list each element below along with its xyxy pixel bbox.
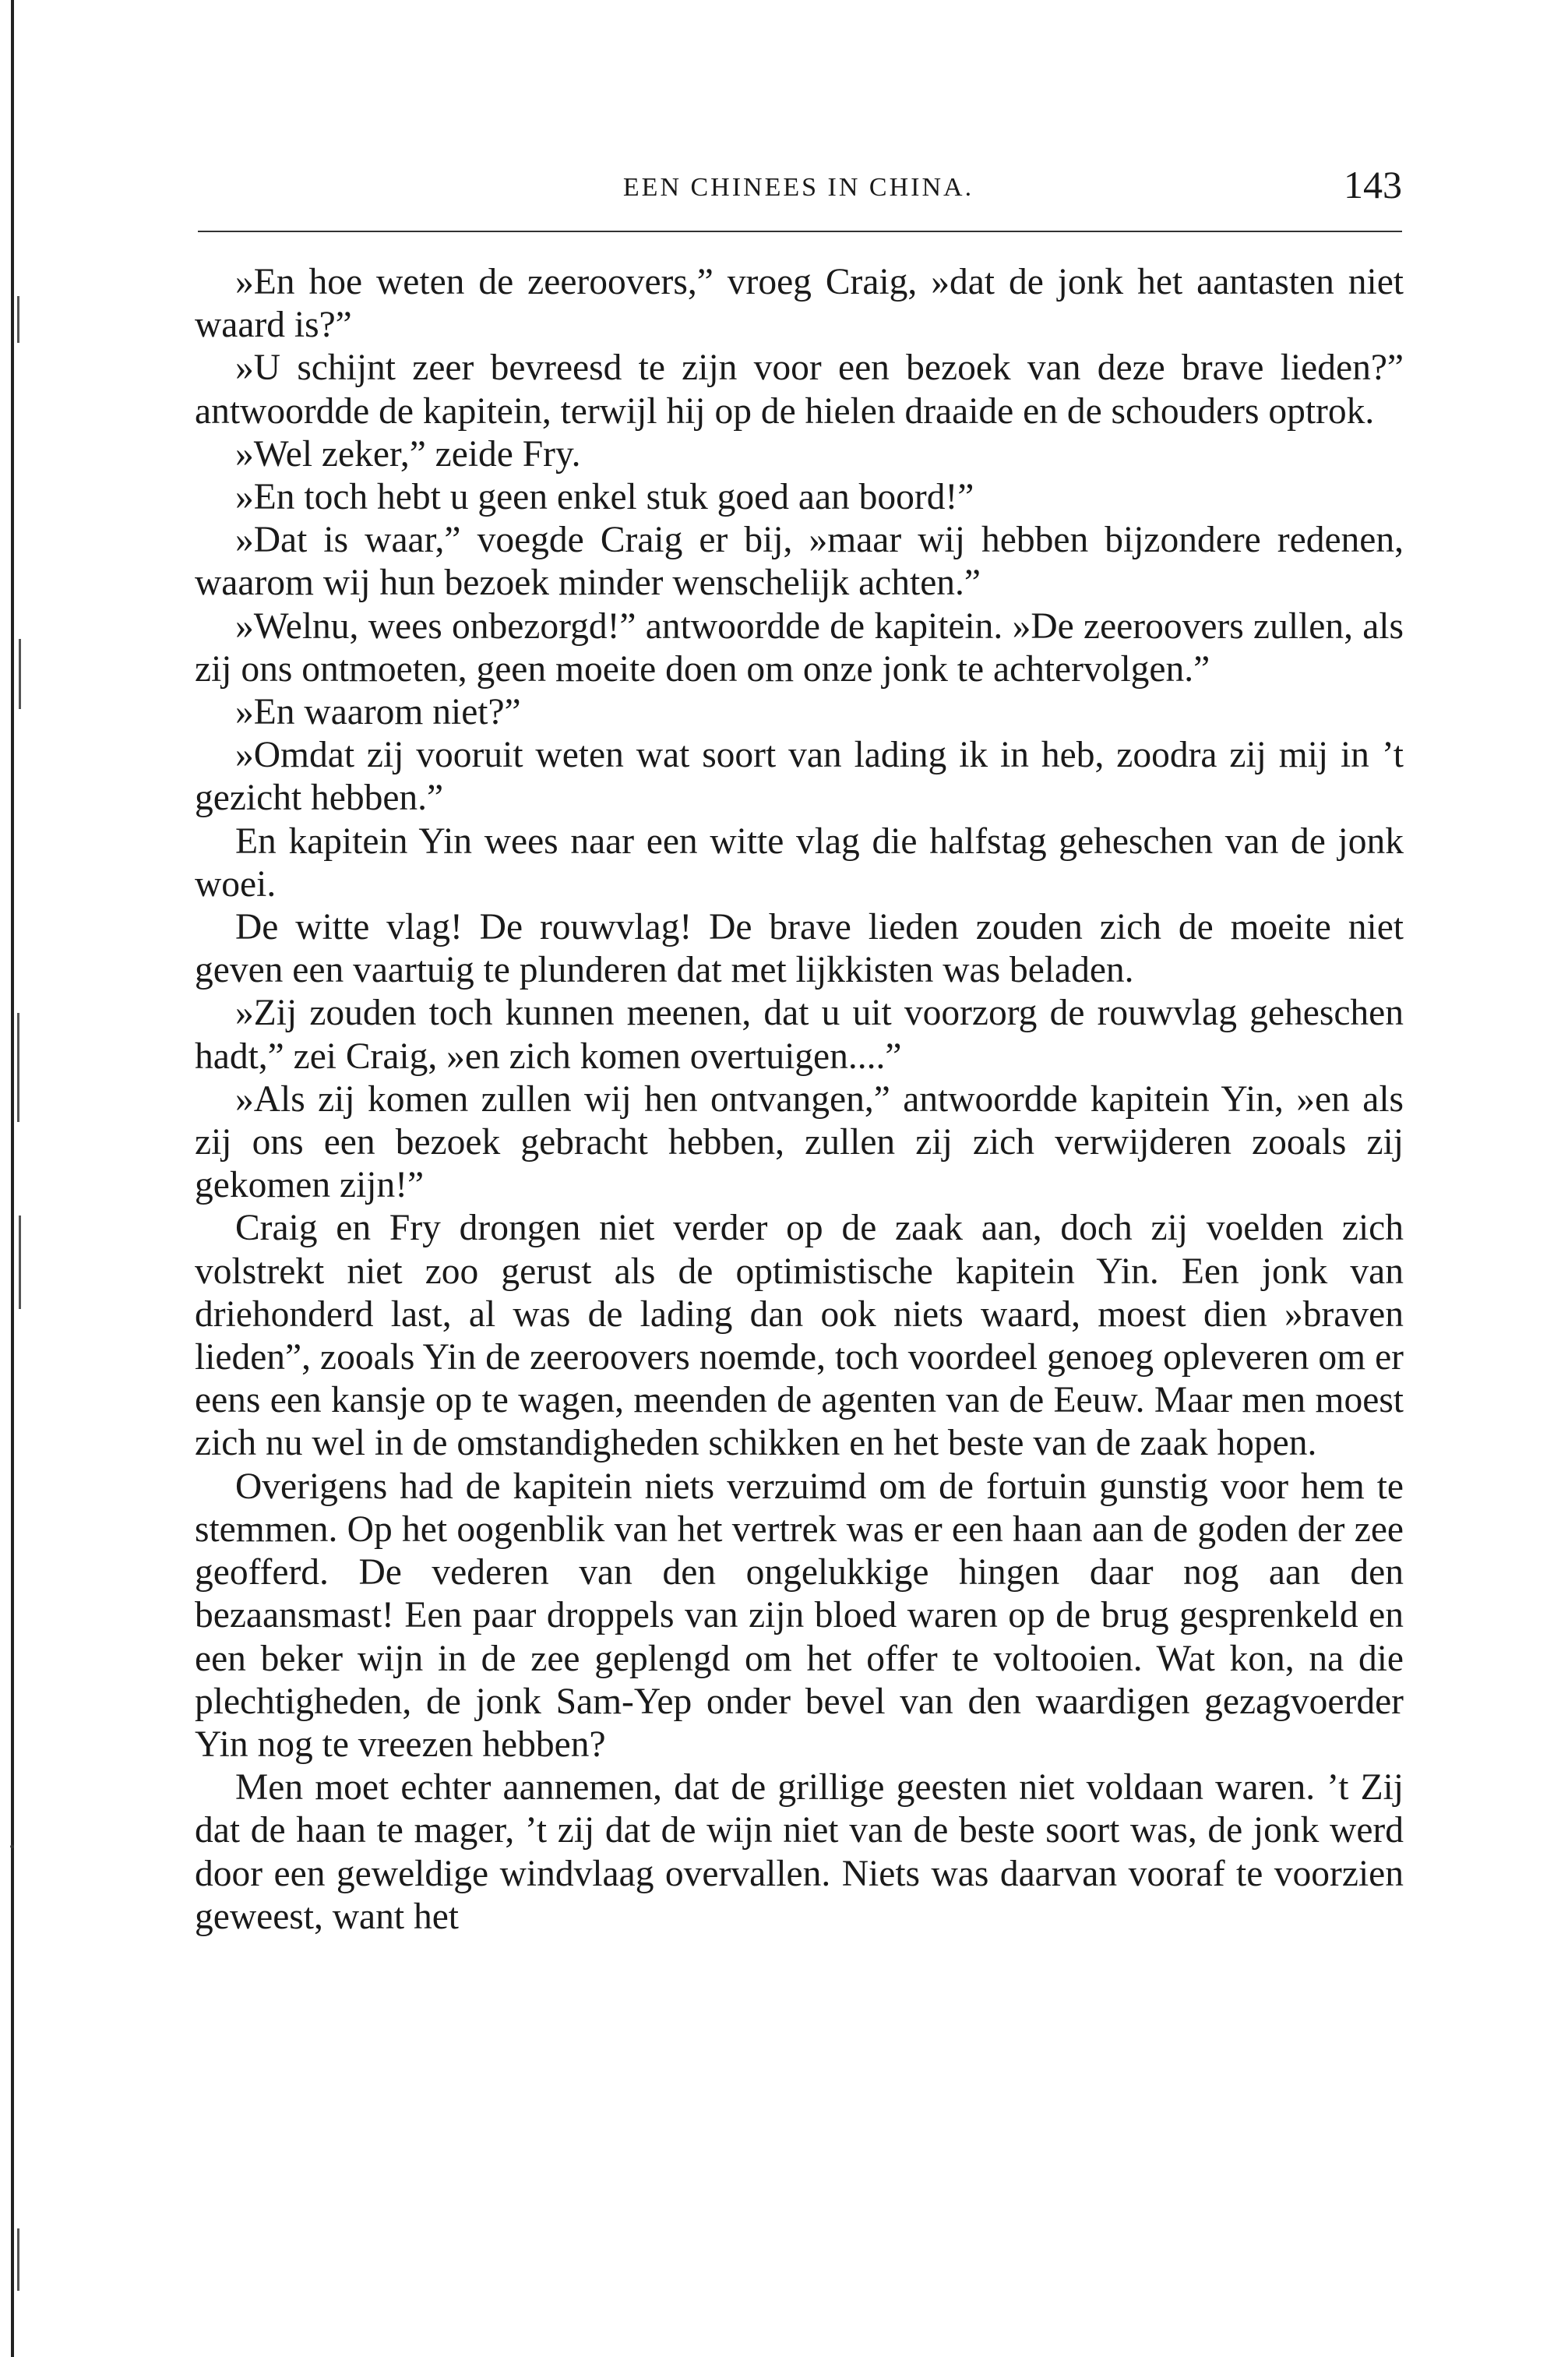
binding-speck: [19, 639, 21, 709]
paragraph: »U schijnt zeer bevreesd te zijn voor een bezoek van deze brave lieden?” antwoordde de kapitein, terwijl hij op de hielen draaide en de schouders optrok.: [195, 348, 1404, 432]
running-title: EEN CHINEES IN CHINA.: [622, 173, 974, 202]
paragraph: »Zij zouden toch kunnen meenen, dat u uit voorzorg de rouwvlag geheschen hadt,” zei Craig, »en zich komen overtuigen....”: [195, 993, 1404, 1077]
body-text: [195, 261, 1404, 1939]
paragraph: »En waarom niet?”: [235, 692, 521, 733]
header-rule: [198, 231, 1402, 232]
paragraph: Men moet echter aannemen, dat de grillige geesten niet voldaan waren. ’t Zij dat de haan te mager, ’t zij dat de wijn niet van de beste soort was, de jonk werd door een geweldige windvlaag overvallen. Niets was daarvan vooraf te voorzien geweest, want het: [195, 1767, 1404, 1937]
paragraph: Craig en Fry drongen niet verder op de zaak aan, doch zij voelden zich volstrekt niet zoo gerust als de optimistische kapitein Yin. Een jonk van driehonderd last, al was de lading dan ook niets waard, moest dien »braven lieden”, zooals Yin de zeeroovers noemde, toch voordeel genoeg opleveren om er eens een kansje op te wagen, meenden de agenten van de Eeuw. Maar men moest zich nu wel in de omstandigheden schikken en het beste van de zaak hopen.: [195, 1208, 1404, 1464]
binding-speck: [17, 1013, 19, 1122]
paragraph: En kapitein Yin wees naar een witte vlag die halfstag geheschen van de jonk woei.: [195, 820, 1404, 905]
binding-edge-line: [11, 0, 14, 2357]
paragraph: »Dat is waar,” voegde Craig er bij, »maar wij hebben bijzondere redenen, waarom wij hun bezoek minder wenschelijk achten.”: [195, 520, 1404, 604]
paragraph: Overigens had de kapitein niets verzuimd om de fortuin gunstig voor hem te stemmen. Op het oogenblik van het vertrek was er een haan aan de goden der zee geofferd. De vederen van den ongelukkige hingen daar nog aan den bezaansmast! Een paar droppels van zijn bloed waren op de brug gesprenkeld en een beker wijn in de zee geplengd om het offer te voltooien. Wat kon, na die plechtigheden, de jonk Sam-Yep onder bevel van den waardigen gezagvoerder Yin nog te vreezen hebben?: [195, 1466, 1404, 1765]
paragraph: »Wel zeker,” zeide Fry.: [235, 433, 581, 475]
margin-mark: •: [9, 1839, 16, 1856]
binding-speck: [17, 2228, 19, 2291]
paragraph: »Welnu, wees onbezorgd!” antwoordde de kapitein. »De zeeroovers zullen, als zij ons ontmoeten, geen moeite doen om onze jonk te achtervolgen.”: [195, 605, 1404, 690]
paragraph: »Als zij komen zullen wij hen ontvangen,” antwoordde kapitein Yin, »en als zij ons een bezoek gebracht hebben, zullen zij zich verwijderen zooals zij gekomen zijn!”: [195, 1078, 1404, 1206]
binding-speck: [17, 296, 19, 343]
paragraph: »Omdat zij vooruit weten wat soort van lading ik in heb, zoodra zij mij in ’t gezicht hebben.”: [195, 735, 1404, 819]
paragraph: »En toch hebt u geen enkel stuk goed aan boord!”: [235, 477, 974, 518]
paragraph: »En hoe weten de zeeroovers,” vroeg Craig, »dat de jonk het aantasten niet waard is?”: [195, 262, 1404, 346]
paragraph: De witte vlag! De rouwvlag! De brave lieden zouden zich de moeite niet geven een vaartuig te plunderen dat met lijkkisten was beladen.: [195, 907, 1404, 991]
binding-speck: [19, 1216, 21, 1309]
page-header: [195, 162, 1402, 217]
page-number: 143: [1344, 163, 1402, 206]
